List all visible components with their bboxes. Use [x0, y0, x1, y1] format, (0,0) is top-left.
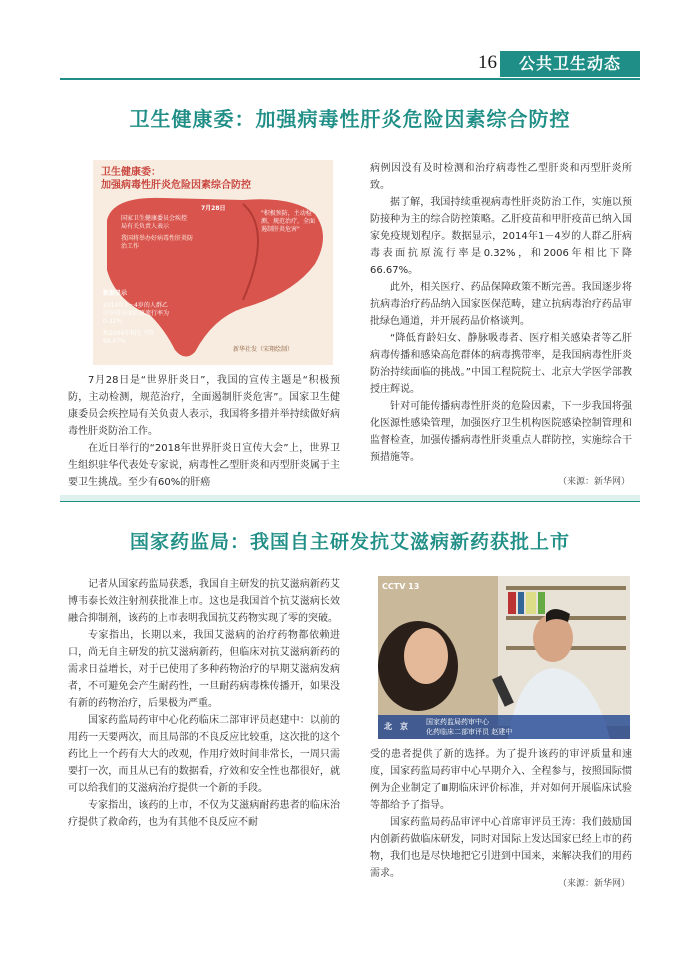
paragraph: 国家药监局药品审评中心首席审评员王涛：我们鼓励国内创新药做临床研发，同时对国际上发达国家已经上市的药物，我们也是尽快地把它引进到中国来，来解决我们的用药需求。: [370, 817, 632, 879]
paragraph: 在近日举行的“2018年世界肝炎日宣传大会”上，世界卫生组织驻华代表处专家说，病毒性乙型肝炎和丙型肝炎属于主要卫生挑战。至少有60%的肝癌: [68, 443, 340, 488]
article1-source: （来源：新华网）: [558, 476, 631, 486]
page-header: [0, 0, 700, 80]
caption-line2: 化药临床二部审评员 赵建中: [426, 728, 513, 736]
article2-right-column: [370, 746, 632, 882]
paragraph: 国家药监局药审中心化药临床二部审评员赵建中：以前的用药一天要两次，而且局部的不良反应比较重，这次批的这个药比上一个药有大大的改观，作用疗效时间非常长，一周只需要打一次，而且从已有的数据看，疗效和安全性也都很好，就可以给我们的艾滋病治疗提供一个新的手段。: [68, 715, 340, 794]
section-divider-line: [60, 501, 640, 502]
article1-left-column: [68, 372, 340, 491]
infographic-date: 7月28日: [201, 205, 226, 212]
paragraph: 受的患者提供了新的选择。为了提升该药的审评质量和速度，国家药监局药审中心早期介入、全程参与，按照国际惯例为企业制定了Ⅲ期临床评价标准，并对如何开展临床试验等都给予了指导。: [370, 749, 632, 811]
paragraph: 记者从国家药监局获悉，我国自主研发的抗艾滋病新药艾博韦泰长效注射剂获批准上市。这也是我国首个抗艾滋病长效融合抑制剂，该药的上市表明我国抗艾药物实现了零的突破。: [68, 579, 340, 624]
photo-caption: [378, 715, 630, 739]
article1-right-column: [370, 160, 632, 466]
paragraph: 此外，相关医疗、药品保障政策不断完善。我国逐步将抗病毒治疗药品纳入国家医保范畴，建立抗病毒治疗药品审批绿色通道，并开展药品价格谈判。: [370, 282, 632, 327]
infographic-box5: 和2006年相比下降66.67%: [103, 330, 155, 345]
paragraph: 针对可能传播病毒性肝炎的危险因素，下一步我国将强化医源性感染管理，加强医疗卫生机构医院感染控制管理和监督检查，加强传播病毒性肝炎重点人群防控，实施综合干预措施等。: [370, 401, 632, 463]
caption-location: 北 京: [384, 722, 408, 731]
paragraph: “降低育龄妇女、静脉吸毒者、医疗相关感染者等乙肝病毒传播和感染高危群体的病毒携带率，是我国病毒性肝炎防治持续面临的挑战。”中国工程院院士、北京大学医学部教授庄辉说。: [370, 333, 632, 395]
paragraph: 7月28日是“世界肝炎日”，我国的宣传主题是“积极预防，主动检测，规范治疗，全面遏制肝炎危害”。国家卫生健康委员会疾控局有关负责人表示，我国将多措并举持续做好病毒性肝炎防治工作。: [68, 375, 340, 437]
paragraph: 据了解，我国持续重视病毒性肝炎防治工作，实施以预防接种为主的综合防控策略。乙肝疫苗和甲肝疫苗已纳入国家免疫规划程序。数据显示，2014年1－4岁的人群乙肝病毒表面抗原流行率是0.32%，和2006年相比下降66.67%。: [370, 197, 632, 276]
infographic-title-line2: 加强病毒性肝炎危险因素综合防控: [101, 180, 251, 191]
infographic-box3: 数据显示: [103, 290, 128, 297]
tv-logo: CCTV 13: [382, 582, 420, 591]
infographic-box6: "积极预防，主动检测，规范治疗，全面遏制肝炎危害": [261, 210, 316, 233]
page-number: 16: [478, 52, 497, 73]
paragraph: 专家指出，该药的上市，不仅为艾滋病耐药患者的临床治疗提供了救命药，也为有其他不良反应不耐: [68, 800, 340, 828]
article1-title: 卫生健康委：加强病毒性肝炎危险因素综合防控: [129, 107, 571, 131]
section-tag: 公共卫生动态: [500, 51, 640, 77]
header-rule: [60, 78, 640, 80]
infographic-watermark: 新华社发（宋翔绘制）: [233, 346, 294, 353]
paragraph: 专家指出，长期以来，我国艾滋病的治疗药物都依赖进口，尚无自主研发的抗艾滋病新药，但临床对抗艾滋病新药的需求日益增长，对于已使用了多种药物治疗的早期艾滋病发病者，不可避免会产生耐药性，一旦耐药病毒株传播开，如果没有新的药物治疗，后果极为严重。: [68, 630, 340, 709]
article2-source: （来源：新华网）: [558, 878, 631, 888]
liver-infographic: [93, 160, 333, 365]
article2-left-column: [68, 576, 340, 831]
infographic-box1: 国家卫生健康委员会疾控局有关负责人表示: [121, 215, 188, 230]
infographic-title-line1: 卫生健康委：: [101, 167, 161, 178]
infographic-box4: 2014年1～4岁的人群乙肝病毒表面抗原流行率为0.32%: [103, 302, 170, 325]
infographic-title: [101, 166, 311, 192]
interview-photo: [378, 576, 630, 739]
paragraph: 病例因没有及时检测和治疗病毒性乙型肝炎和丙型肝炎所致。: [370, 163, 632, 191]
article2-title: 国家药监局：我国自主研发抗艾滋病新药获批上市: [129, 531, 570, 553]
infographic-box2: 我国将举办好病毒性肝炎防治工作: [121, 235, 194, 250]
caption-line1: 国家药监局药审中心: [426, 718, 489, 726]
